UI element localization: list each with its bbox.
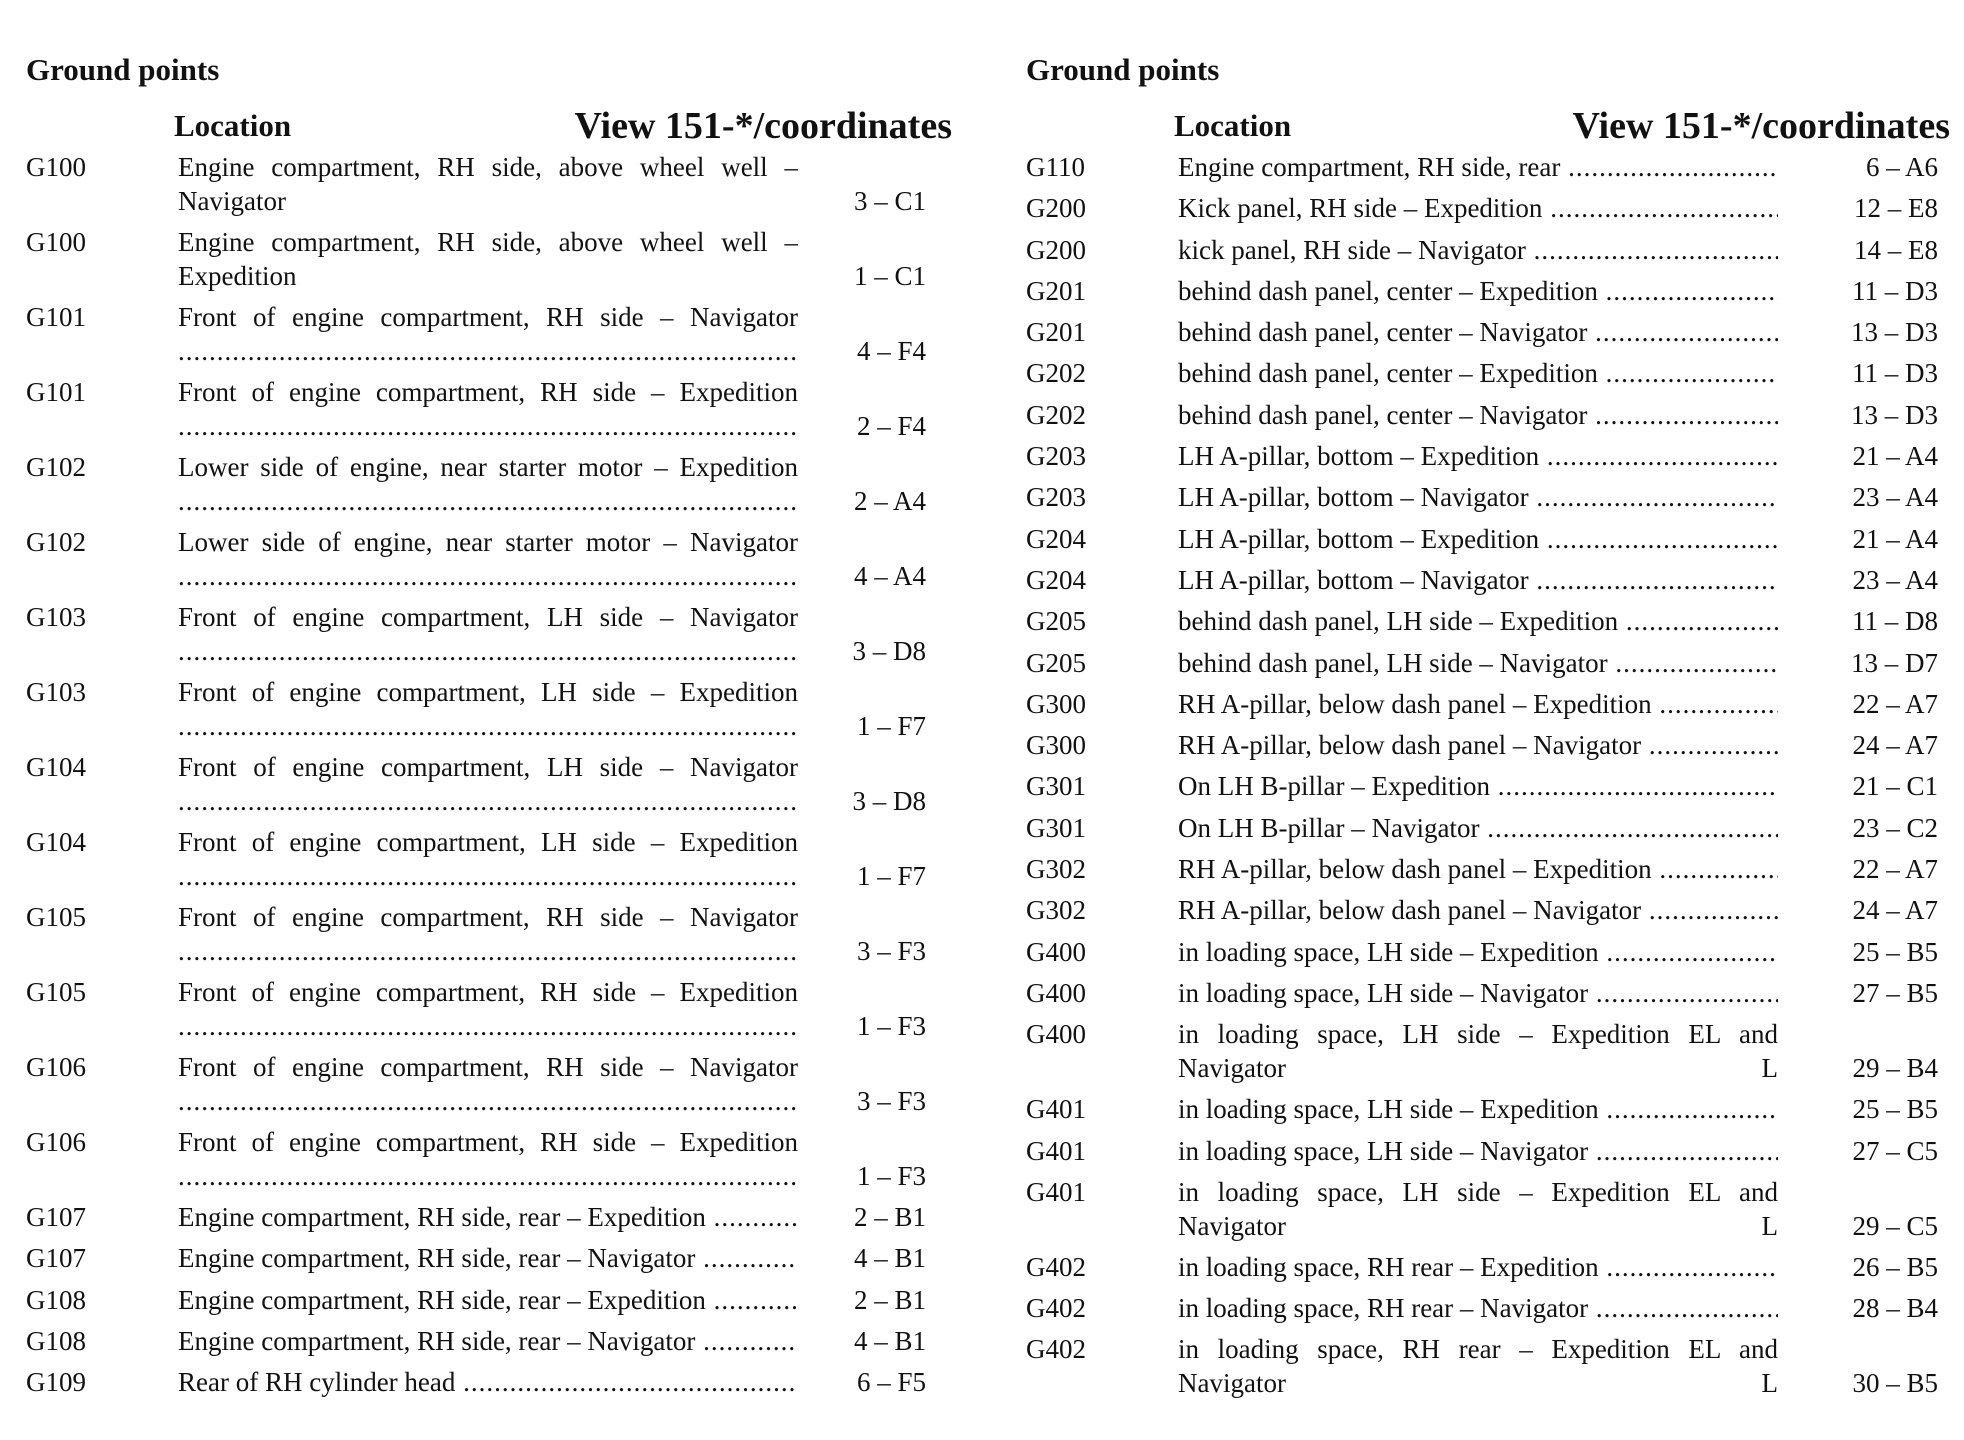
location-text: Engine compartment, RH side, rear ..... [1178,152,1778,182]
view-coordinate: 13 – D3 [1851,317,1938,348]
ground-point-code: G105 [26,902,86,932]
view-coordinate: 3 – F3 [856,1086,926,1116]
ground-point-code: G104 [26,752,86,782]
location-text: Front of engine compartment, LH side – Navigator ..... [178,602,798,666]
ground-point-code: G401 [1026,1135,1086,1166]
view-coordinate: 30 – B5 [1852,1368,1938,1399]
view-coordinate: 1 – F3 [856,1161,926,1191]
table-row [1026,811,1938,852]
location-text: behind dash panel, center – Expedition ..... [1178,358,1778,388]
ground-point-code: G201 [1026,317,1086,348]
ground-point-location [1178,563,1778,597]
table-row [1026,728,1938,769]
view-coordinate: 28 – B4 [1852,1293,1938,1324]
ground-point-location [178,1283,798,1317]
ground-point-code: G203 [1026,441,1086,472]
ground-point-location [178,450,798,518]
ground-point-code: G106 [26,1052,86,1082]
ground-point-code: G105 [26,977,86,1007]
table-row [1026,356,1938,397]
table-row [26,450,926,525]
table-row [1026,150,1938,191]
ground-point-location [178,1050,798,1118]
view-coordinate: 22 – A7 [1852,854,1938,885]
right-header-view: View 151-*/coordinates [1572,105,1950,147]
ground-point-location [1178,1291,1778,1325]
ground-point-location [1178,646,1778,680]
view-coordinate: 3 – D8 [852,636,926,666]
ground-point-location [1178,1332,1778,1400]
ground-point-location [178,600,798,668]
view-coordinate: 2 – A4 [853,486,926,516]
ground-point-location [1178,233,1778,267]
location-text: Lower side of engine, near starter motor – Navigator ..... [178,527,798,591]
location-text: Lower side of engine, near starter motor – Expedition ..... [178,452,798,516]
ground-point-code: G202 [1026,358,1086,389]
view-coordinate: 4 – F4 [856,336,926,366]
table-row [1026,480,1938,521]
ground-point-location [1178,769,1778,803]
table-row [1026,1134,1938,1175]
left-title: Ground points [26,52,220,87]
view-coordinate: 3 – C1 [853,186,926,216]
right-header-location: Location [1174,108,1292,143]
ground-point-code: G108 [26,1284,86,1315]
ground-point-location [1178,398,1778,432]
ground-point-location [178,375,798,443]
ground-point-code: G302 [1026,854,1086,885]
table-row [1026,1291,1938,1332]
ground-point-code: G108 [26,1325,86,1356]
ground-point-location [1178,191,1778,225]
ground-point-code: G103 [26,602,86,632]
table-row [1026,604,1938,645]
view-coordinate: 21 – C1 [1852,771,1938,802]
table-row [1026,1175,1938,1250]
ground-point-code: G300 [1026,688,1086,719]
table-row [26,1365,926,1406]
table-row [1026,1017,1938,1092]
ground-point-code: G402 [1026,1293,1086,1324]
view-coordinate: 13 – D7 [1851,647,1938,678]
table-row [1026,1250,1938,1291]
ground-point-location [1178,150,1778,184]
ground-point-code: G205 [1026,606,1086,637]
location-text: behind dash panel, center – Navigator ..... [1178,400,1778,430]
table-row [26,675,926,750]
location-text: On LH B-pillar – Expedition ..... [1178,771,1778,801]
location-text: Front of engine compartment, RH side – Expedition ..... [178,977,798,1041]
ground-point-code: G101 [26,377,86,407]
location-text: LH A-pillar, bottom – Expedition ..... [1178,524,1778,554]
view-coordinate: 6 – F5 [856,1367,926,1398]
table-row [26,750,926,825]
location-text: behind dash panel, center – Navigator ..... [1178,317,1778,347]
table-row [1026,893,1938,934]
table-row [1026,687,1938,728]
ground-point-location [1178,604,1778,638]
ground-point-code: G202 [1026,399,1086,430]
ground-point-code: G400 [1026,936,1086,967]
ground-point-code: G101 [26,302,86,332]
table-row [1026,191,1938,232]
ground-point-code: G205 [1026,647,1086,678]
ground-point-location [1178,274,1778,308]
table-row [1026,976,1938,1017]
ground-point-location [1178,1134,1778,1168]
ground-point-code: G401 [1026,1094,1086,1125]
location-text: Kick panel, RH side – Expedition ..... [1178,193,1778,223]
location-text: Front of engine compartment, RH side – Expedition ..... [178,1127,798,1191]
ground-point-code: G204 [1026,564,1086,595]
table-row [26,1324,926,1365]
ground-point-code: G102 [26,527,86,557]
view-coordinate: 23 – A4 [1852,564,1938,595]
table-row [26,1241,926,1282]
view-coordinate: 2 – B1 [853,1202,926,1232]
view-coordinate: 1 – F7 [856,711,926,741]
ground-point-location [178,750,798,818]
ground-point-location [178,975,798,1043]
ground-point-location [178,225,798,293]
location-text: Front of engine compartment, RH side – Navigator ..... [178,302,798,366]
view-coordinate: 14 – E8 [1854,234,1938,265]
view-coordinate: 1 – F3 [856,1011,926,1041]
location-text: RH A-pillar, below dash panel – Navigator ..... [1178,730,1778,760]
ground-point-code: G301 [1026,812,1086,843]
view-coordinate: 2 – B1 [853,1284,926,1315]
table-row [1026,769,1938,810]
table-row [26,150,926,225]
ground-point-code: G200 [1026,234,1086,265]
view-coordinate: 13 – D3 [1851,399,1938,430]
ground-point-location [178,1324,798,1358]
table-row [26,825,926,900]
view-coordinate: 24 – A7 [1852,895,1938,926]
location-text: Engine compartment, RH side, rear – Navigator ..... [178,1326,798,1356]
ground-point-location [1178,315,1778,349]
view-coordinate: 22 – A7 [1852,688,1938,719]
view-coordinate: 1 – F7 [856,861,926,891]
table-row [1026,1332,1938,1407]
table-row [26,375,926,450]
table-row [26,1200,926,1241]
view-coordinate: 4 – A4 [853,561,926,591]
table-row [26,900,926,975]
ground-point-code: G100 [26,152,86,182]
location-text: in loading space, LH side – Expedition EL and Navigator L ..... [1178,1177,1778,1243]
view-coordinate: 21 – A4 [1852,441,1938,472]
location-text: in loading space, RH rear – Navigator ..... [1178,1293,1778,1323]
ground-point-location [1178,439,1778,473]
location-text: RH A-pillar, below dash panel – Navigator ..... [1178,895,1778,925]
location-text: Engine compartment, RH side, above wheel well – Expedition ..... [178,227,798,293]
view-coordinate: 27 – B5 [1852,977,1938,1008]
location-text: Engine compartment, RH side, rear – Expedition ..... [178,1202,798,1232]
left-header-location: Location [174,108,292,143]
table-row [1026,233,1938,274]
view-coordinate: 23 – A4 [1852,482,1938,513]
ground-point-code: G106 [26,1127,86,1157]
view-coordinate: 11 – D3 [1852,275,1938,306]
location-text: in loading space, LH side – Expedition ..... [1178,1094,1778,1124]
view-coordinate: 21 – A4 [1852,523,1938,554]
ground-point-location [1178,811,1778,845]
ground-point-location [178,1125,798,1193]
location-text: in loading space, LH side – Navigator ..... [1178,978,1778,1008]
location-text: behind dash panel, LH side – Expedition ..... [1178,606,1778,636]
ground-point-location [1178,1250,1778,1284]
table-row [1026,522,1938,563]
ground-point-location [1178,728,1778,762]
view-coordinate: 12 – E8 [1854,193,1938,224]
view-coordinate: 2 – F4 [856,411,926,441]
left-header-view: View 151-*/coordinates [574,105,952,147]
location-text: kick panel, RH side – Navigator ..... [1178,235,1778,265]
location-text: Rear of RH cylinder head ..... [178,1367,798,1397]
location-text: Front of engine compartment, RH side – Navigator ..... [178,1052,798,1116]
location-text: Front of engine compartment, LH side – Navigator ..... [178,752,798,816]
view-coordinate: 26 – B5 [1852,1251,1938,1282]
location-text: in loading space, RH rear – Expedition EL and Navigator L ..... [1178,1334,1778,1400]
location-text: LH A-pillar, bottom – Navigator ..... [1178,482,1778,512]
ground-point-code: G102 [26,452,86,482]
ground-point-location [178,300,798,368]
ground-point-code: G107 [26,1243,86,1274]
ground-point-location [178,675,798,743]
ground-point-code: G200 [1026,193,1086,224]
ground-point-code: G104 [26,827,86,857]
ground-point-code: G402 [1026,1251,1086,1282]
table-row [1026,315,1938,356]
ground-point-location [178,525,798,593]
ground-point-location [1178,1092,1778,1126]
ground-point-location [1178,356,1778,390]
ground-point-location [1178,1175,1778,1243]
ground-point-code: G402 [1026,1334,1086,1365]
right-ground-point-table [1026,150,1938,1407]
ground-point-code: G201 [1026,275,1086,306]
table-row [26,300,926,375]
view-coordinate: 25 – B5 [1852,936,1938,967]
view-coordinate: 3 – D8 [852,786,926,816]
table-row [26,975,926,1050]
table-row [26,1050,926,1125]
left-ground-point-table [26,150,926,1406]
view-coordinate: 4 – B1 [853,1243,926,1274]
location-text: On LH B-pillar – Navigator ..... [1178,813,1778,843]
ground-point-location [178,150,798,218]
view-coordinate: 11 – D8 [1852,606,1938,637]
ground-point-code: G110 [1026,152,1085,182]
table-row [26,525,926,600]
location-text: Front of engine compartment, LH side – Expedition ..... [178,827,798,891]
view-coordinate: 24 – A7 [1852,730,1938,761]
location-text: behind dash panel, LH side – Navigator ..... [1178,648,1778,678]
location-text: RH A-pillar, below dash panel – Expedition ..... [1178,689,1778,719]
view-coordinate: 29 – B4 [1852,1053,1938,1084]
ground-point-code: G109 [26,1367,86,1398]
ground-point-location [1178,893,1778,927]
right-title: Ground points [1026,52,1220,87]
ground-point-code: G400 [1026,977,1086,1008]
location-text: Engine compartment, RH side, above wheel well – Navigator ..... [178,152,798,218]
table-row [26,225,926,300]
view-coordinate: 29 – C5 [1852,1210,1938,1241]
view-coordinate: 11 – D3 [1852,358,1938,389]
ground-point-location [178,1200,798,1234]
ground-point-location [1178,852,1778,886]
location-text: in loading space, RH rear – Expedition ..... [1178,1252,1778,1282]
location-text: Front of engine compartment, LH side – Expedition ..... [178,677,798,741]
location-text: LH A-pillar, bottom – Expedition ..... [1178,441,1778,471]
ground-point-code: G204 [1026,523,1086,554]
table-row [1026,439,1938,480]
location-text: LH A-pillar, bottom – Navigator ..... [1178,565,1778,595]
ground-point-location [178,1241,798,1275]
ground-point-location [1178,1017,1778,1085]
ground-point-location [1178,522,1778,556]
table-row [1026,852,1938,893]
ground-point-code: G302 [1026,895,1086,926]
table-row [1026,274,1938,315]
view-coordinate: 1 – C1 [853,261,926,291]
ground-point-code: G401 [1026,1176,1086,1207]
location-text: Engine compartment, RH side, rear – Navigator ..... [178,1243,798,1273]
location-text: Engine compartment, RH side, rear – Expedition ..... [178,1285,798,1315]
ground-point-code: G103 [26,677,86,707]
table-row [1026,563,1938,604]
ground-point-location [178,1365,798,1399]
table-row [26,600,926,675]
view-coordinate: 3 – F3 [856,936,926,966]
location-text: in loading space, LH side – Expedition EL and Navigator L ..... [1178,1019,1778,1085]
location-text: in loading space, LH side – Expedition ..... [1178,937,1778,967]
ground-point-code: G400 [1026,1019,1086,1050]
view-coordinate: 4 – B1 [853,1325,926,1356]
ground-point-location [178,825,798,893]
table-row [1026,646,1938,687]
location-text: Front of engine compartment, RH side – Navigator ..... [178,902,798,966]
table-row [26,1125,926,1200]
ground-point-location [1178,687,1778,721]
ground-point-code: G301 [1026,771,1086,802]
ground-point-location [1178,935,1778,969]
ground-point-code: G100 [26,227,86,257]
ground-point-code: G300 [1026,730,1086,761]
view-coordinate: 23 – C2 [1852,812,1938,843]
ground-point-code: G107 [26,1202,86,1232]
view-coordinate: 25 – B5 [1852,1094,1938,1125]
table-row [26,1283,926,1324]
ground-point-location [1178,480,1778,514]
location-text: in loading space, LH side – Navigator ..... [1178,1136,1778,1166]
location-text: Front of engine compartment, RH side – Expedition ..... [178,377,798,441]
view-coordinate: 6 – A6 [1865,152,1938,182]
ground-point-location [1178,976,1778,1010]
ground-point-location [178,900,798,968]
location-text: behind dash panel, center – Expedition ..... [1178,276,1778,306]
table-row [1026,1092,1938,1133]
view-coordinate: 27 – C5 [1852,1135,1938,1166]
table-row [1026,398,1938,439]
ground-point-code: G203 [1026,482,1086,513]
table-row [1026,935,1938,976]
location-text: RH A-pillar, below dash panel – Expedition ..... [1178,854,1778,884]
